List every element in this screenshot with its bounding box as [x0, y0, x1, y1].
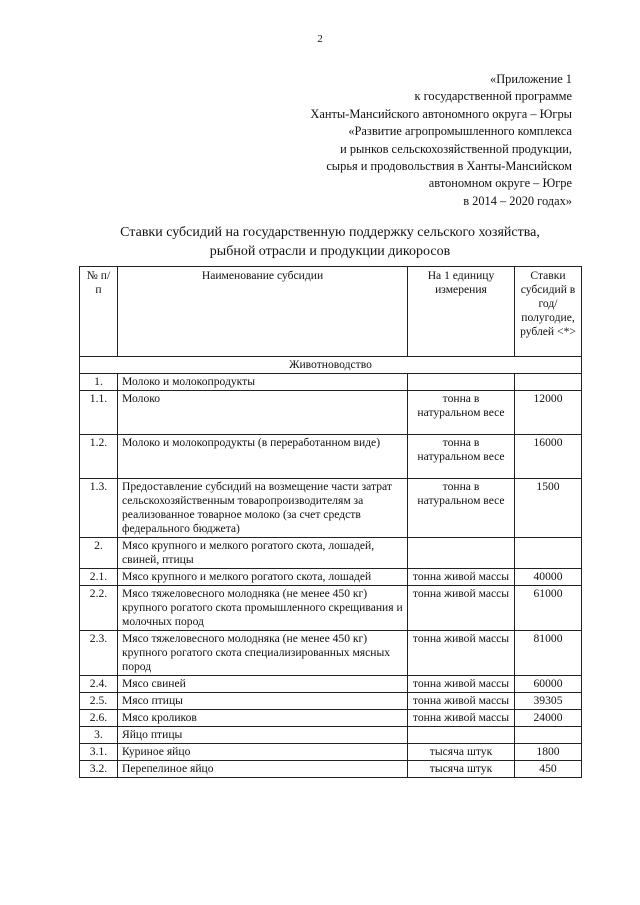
row-unit: тонна живой массы — [408, 693, 515, 710]
row-number: 1.2. — [80, 435, 118, 479]
row-name: Молоко и молокопродукты — [118, 374, 408, 391]
row-rate: 450 — [515, 761, 582, 778]
row-unit: тонна живой массы — [408, 631, 515, 676]
row-unit: тонна в натуральном весе — [408, 479, 515, 538]
row-number: 1.3. — [80, 479, 118, 538]
table-row — [80, 435, 582, 479]
table-row — [80, 676, 582, 693]
table-header-row — [80, 267, 582, 357]
appendix-header — [310, 71, 572, 210]
row-rate: 39305 — [515, 693, 582, 710]
appendix-line: «Развитие агропромышленного комплекса — [348, 124, 572, 139]
row-rate: 40000 — [515, 569, 582, 586]
row-name: Молоко и молокопродукты (в переработанном виде) — [118, 435, 408, 479]
appendix-line: Ханты-Мансийского автономного округа – Югры — [310, 106, 572, 121]
row-rate — [515, 374, 582, 391]
row-unit: тонна живой массы — [408, 569, 515, 586]
title-line: Ставки субсидий на государственную поддержку сельского хозяйства, — [120, 225, 540, 240]
row-unit — [408, 538, 515, 569]
row-rate — [515, 727, 582, 744]
page-number: 2 — [317, 33, 323, 45]
row-unit: тонна живой массы — [408, 710, 515, 727]
row-unit: тонна живой массы — [408, 586, 515, 631]
appendix-line: и рынков сельскохозяйственной продукции, — [340, 141, 572, 156]
title-line: рыбной отрасли и продукции дикоросов — [209, 244, 451, 259]
table-row — [80, 710, 582, 727]
row-name: Мясо птицы — [118, 693, 408, 710]
row-unit: тонна в натуральном весе — [408, 391, 515, 435]
row-number: 2. — [80, 538, 118, 569]
appendix-line: автономном округе – Югре — [428, 176, 572, 191]
table-row — [80, 391, 582, 435]
row-name: Мясо кроликов — [118, 710, 408, 727]
row-number: 3.2. — [80, 761, 118, 778]
row-rate: 12000 — [515, 391, 582, 435]
row-unit: тонна живой массы — [408, 676, 515, 693]
appendix-line: в 2014 – 2020 годах» — [463, 193, 572, 208]
row-name: Мясо тяжеловесного молодняка (не менее 450 кг) крупного рогатого скота специализированных мясных пород — [118, 631, 408, 676]
table-row — [80, 374, 582, 391]
row-unit — [408, 727, 515, 744]
row-name: Мясо крупного и мелкого рогатого скота, лошадей, свиней, птицы — [118, 538, 408, 569]
row-rate: 1800 — [515, 744, 582, 761]
table-row — [80, 538, 582, 569]
header-rate: Ставки субсидий в год/полугодие, рублей <*> — [515, 267, 582, 357]
subsidy-rates-table — [79, 266, 582, 778]
row-number: 1.1. — [80, 391, 118, 435]
row-rate: 24000 — [515, 710, 582, 727]
table-row — [80, 727, 582, 744]
appendix-line: к государственной программе — [414, 89, 572, 104]
row-rate: 16000 — [515, 435, 582, 479]
row-unit: тысяча штук — [408, 744, 515, 761]
row-name: Яйцо птицы — [118, 727, 408, 744]
header-number: № п/п — [80, 267, 118, 357]
row-name: Мясо тяжеловесного молодняка (не менее 450 кг) крупного рогатого скота промышленного скрещивания и молочных пород — [118, 586, 408, 631]
row-number: 2.2. — [80, 586, 118, 631]
table-row — [80, 631, 582, 676]
header-unit: На 1 единицу измерения — [408, 267, 515, 357]
table-row — [80, 479, 582, 538]
section-row — [80, 357, 582, 374]
row-name: Предоставление субсидий на возмещение части затрат сельскохозяйственным товаропроизводителям за реализованное товарное молоко (за счет средств федерального бюджета) — [118, 479, 408, 538]
section-title: Животноводство — [80, 357, 582, 374]
row-name: Молоко — [118, 391, 408, 435]
row-rate: 60000 — [515, 676, 582, 693]
table-row — [80, 693, 582, 710]
document-title — [60, 223, 600, 261]
row-number: 3. — [80, 727, 118, 744]
row-name: Мясо свиней — [118, 676, 408, 693]
row-rate: 61000 — [515, 586, 582, 631]
table-row — [80, 744, 582, 761]
row-rate: 81000 — [515, 631, 582, 676]
table-row — [80, 586, 582, 631]
row-number: 2.5. — [80, 693, 118, 710]
row-rate — [515, 538, 582, 569]
row-name: Мясо крупного и мелкого рогатого скота, лошадей — [118, 569, 408, 586]
header-name: Наименование субсидии — [118, 267, 408, 357]
row-unit: тонна в натуральном весе — [408, 435, 515, 479]
row-unit: тысяча штук — [408, 761, 515, 778]
table-row — [80, 761, 582, 778]
row-name: Куриное яйцо — [118, 744, 408, 761]
row-number: 3.1. — [80, 744, 118, 761]
row-number: 2.3. — [80, 631, 118, 676]
row-number: 2.6. — [80, 710, 118, 727]
row-unit — [408, 374, 515, 391]
row-number: 2.4. — [80, 676, 118, 693]
appendix-line: сырья и продовольствия в Ханты-Мансийском — [326, 159, 572, 174]
row-name: Перепелиное яйцо — [118, 761, 408, 778]
table-row — [80, 569, 582, 586]
appendix-line: «Приложение 1 — [490, 72, 572, 86]
row-number: 1. — [80, 374, 118, 391]
row-rate: 1500 — [515, 479, 582, 538]
row-number: 2.1. — [80, 569, 118, 586]
